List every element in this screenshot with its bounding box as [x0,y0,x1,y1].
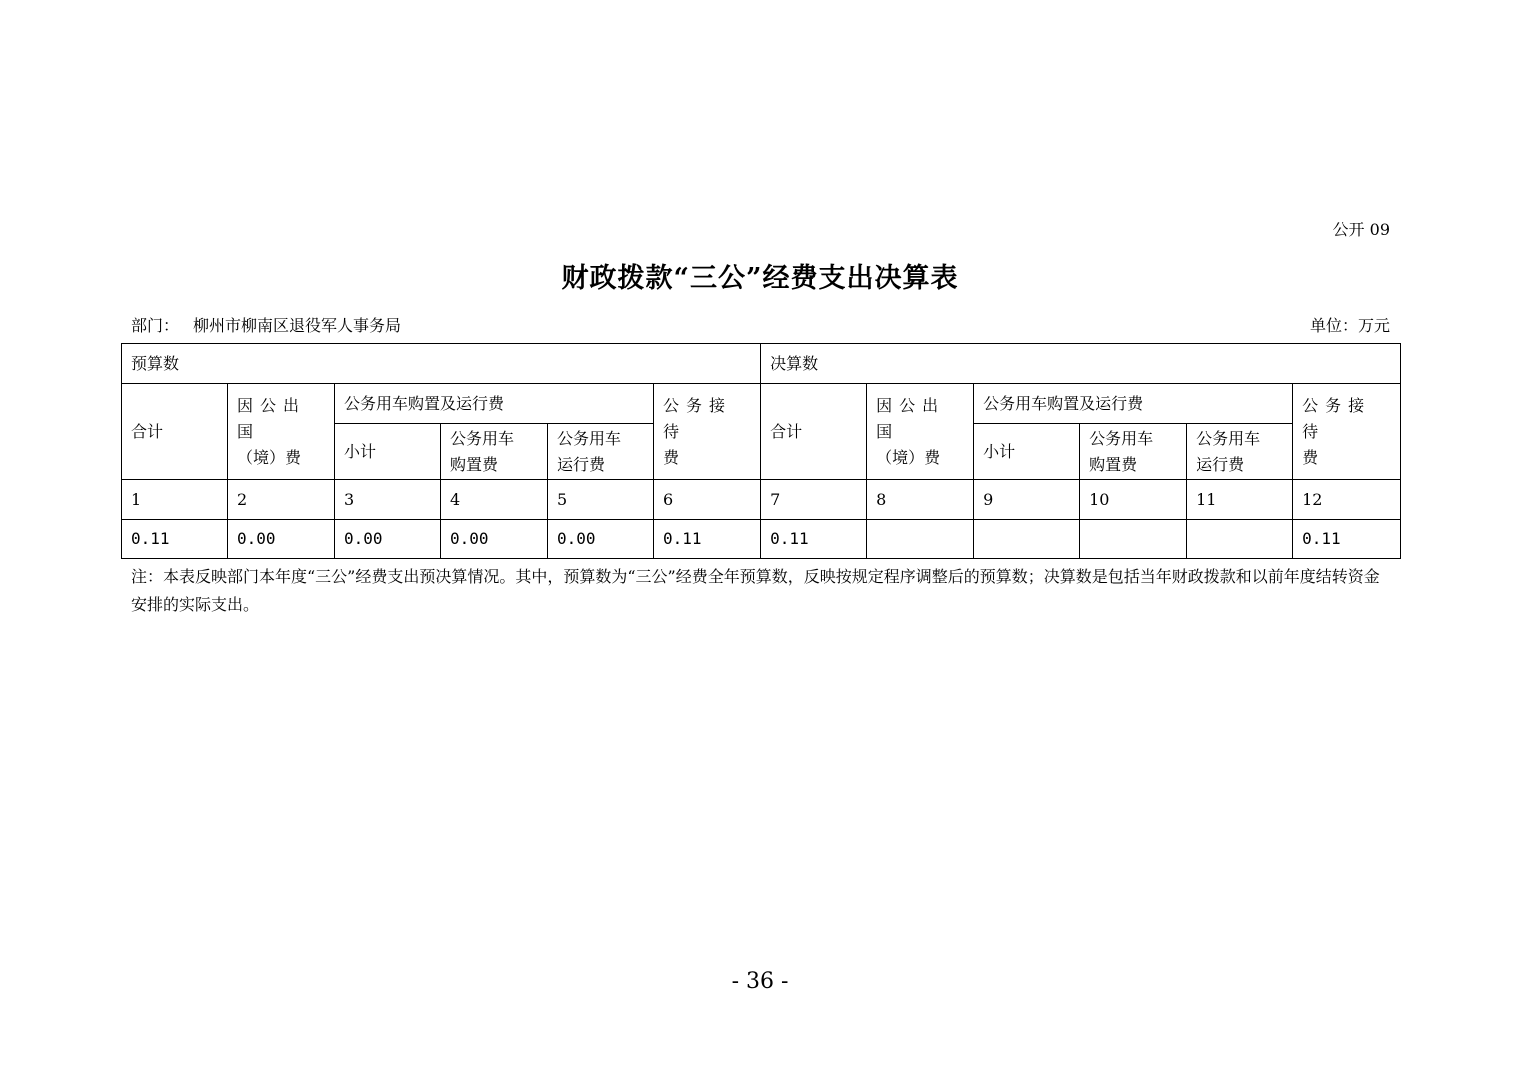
column-number-row [122,480,1401,520]
value-cell: 0.00 [548,520,654,559]
value-cell: 0.11 [1293,520,1401,559]
department-line [131,313,401,336]
budget-group-header: 预算数 [122,344,761,384]
value-cell: 0.00 [335,520,441,559]
value-cell: 0.00 [228,520,335,559]
final-operation-header: 公务用车 运行费 [1187,424,1293,480]
budget-purchase-header: 公务用车 购置费 [441,424,548,480]
column-number-cell: 8 [867,480,974,520]
column-number-cell: 12 [1293,480,1401,520]
value-cell [1080,520,1187,559]
column-number-cell: 6 [654,480,761,520]
value-cell: 0.11 [122,520,228,559]
final-subtotal-header: 小计 [974,424,1080,480]
group-header-row [122,344,1401,384]
budget-reception-header: 公务接待 费 [654,384,761,480]
final-total-header: 合计 [761,384,867,480]
value-cell [1187,520,1293,559]
department-label: 部门： [131,316,180,335]
column-number-cell: 1 [122,480,228,520]
value-cell: 0.11 [654,520,761,559]
column-number-cell: 11 [1187,480,1293,520]
column-number-cell: 4 [441,480,548,520]
column-number-cell: 7 [761,480,867,520]
budget-operation-header: 公务用车 运行费 [548,424,654,480]
table-note: 注：本表反映部门本年度“三公”经费支出预决算情况。其中，预算数为“三公”经费全年预算数，反映按规定程序调整后的预算数；决算数是包括当年财政拨款和以前年度结转资金安排的实际支出。 [131,567,1380,614]
value-cell: 0.11 [761,520,867,559]
budget-vehicle-header: 公务用车购置及运行费 [335,384,654,424]
final-overseas-header: 因公出国 （境）费 [867,384,974,480]
page-title: 财政拨款“三公”经费支出决算表 [561,263,959,294]
column-number-cell: 5 [548,480,654,520]
values-row [122,520,1401,559]
final-reception-header: 公务接待 费 [1293,384,1401,480]
budget-overseas-header: 因公出国 （境）费 [228,384,335,480]
value-cell [974,520,1080,559]
three-public-expenses-table [121,343,1401,559]
final-vehicle-header: 公务用车购置及运行费 [974,384,1293,424]
budget-total-header: 合计 [122,384,228,480]
value-cell [867,520,974,559]
form-code: 公开 09 [1332,220,1390,239]
page-number: - 36 - [731,969,789,994]
column-number-cell: 2 [228,480,335,520]
subheader-row [122,384,1401,424]
column-number-cell: 9 [974,480,1080,520]
value-cell: 0.00 [441,520,548,559]
column-number-cell: 3 [335,480,441,520]
column-number-cell: 10 [1080,480,1187,520]
unit-label: 单位：万元 [1309,316,1390,335]
final-group-header: 决算数 [761,344,1401,384]
final-purchase-header: 公务用车 购置费 [1080,424,1187,480]
department-name: 柳州市柳南区退役军人事务局 [193,316,402,335]
budget-subtotal-header: 小计 [335,424,441,480]
